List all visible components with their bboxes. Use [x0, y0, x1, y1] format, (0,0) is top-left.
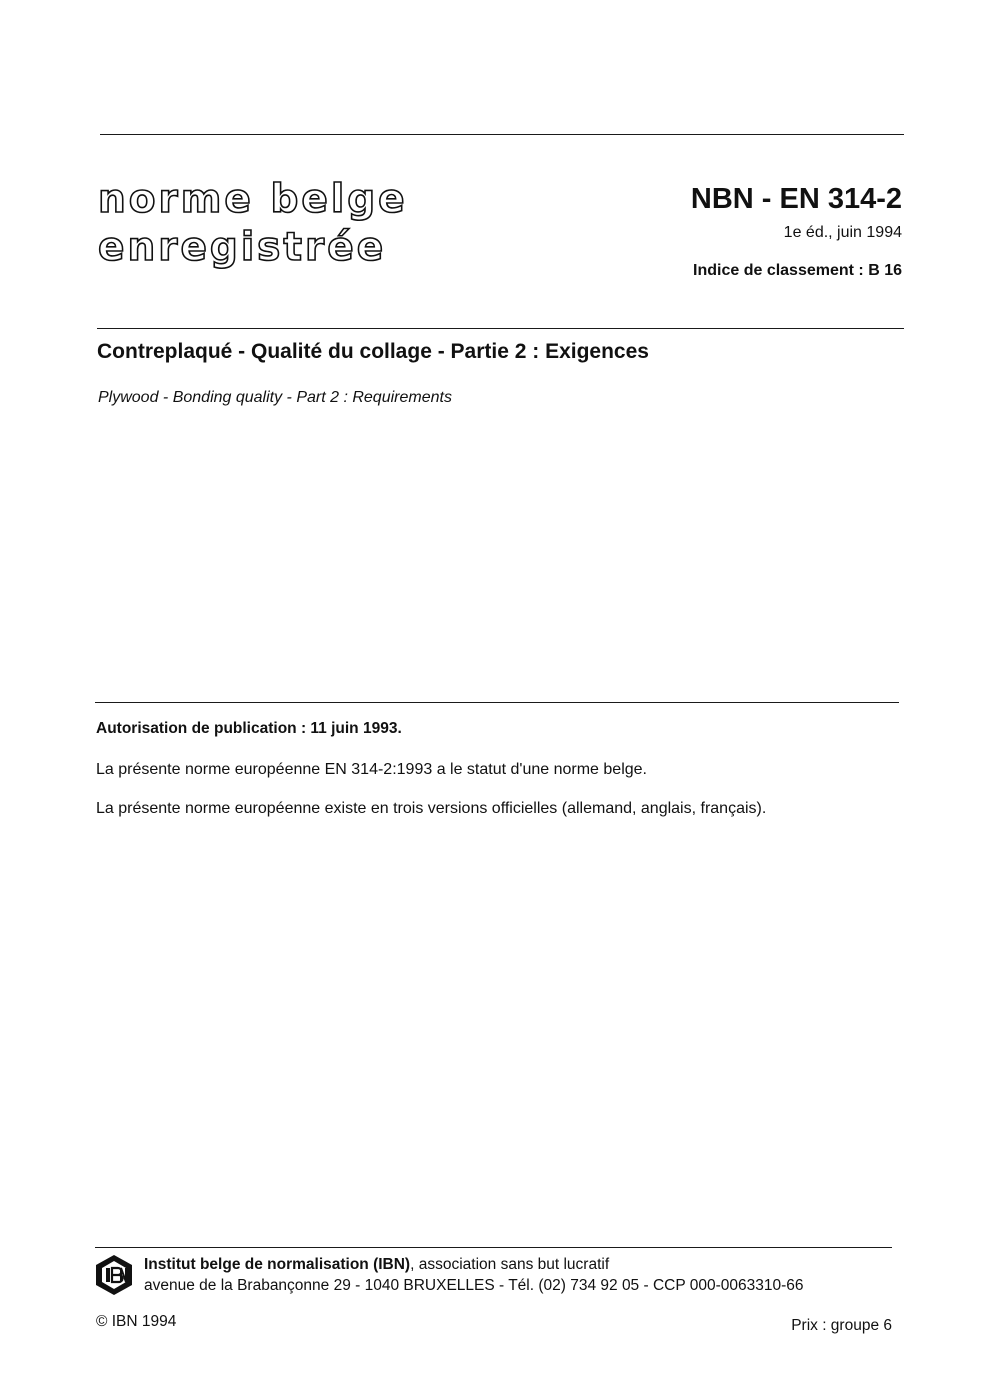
- institute-line: [144, 1256, 609, 1274]
- title-english: Plywood - Bonding quality - Part 2 : Requirements: [98, 389, 452, 406]
- title-rule: [97, 328, 904, 329]
- institute-suffix: , association sans but lucratif: [410, 1256, 610, 1273]
- footer-rule: [95, 1247, 892, 1248]
- brand-line-1: norme belge: [98, 177, 408, 222]
- price-group: Prix : groupe 6: [791, 1317, 892, 1334]
- standard-code: NBN - EN 314-2: [690, 183, 902, 215]
- top-rule: [100, 134, 904, 135]
- versions-paragraph: La présente norme européenne existe en trois versions officielles (allemand, anglais, français).: [96, 800, 767, 817]
- copyright: © IBN 1994: [96, 1313, 177, 1330]
- ibn-logo-icon: [95, 1254, 133, 1296]
- institute-name: Institut belge de normalisation (IBN): [144, 1256, 411, 1273]
- title-french: Contreplaqué - Qualité du collage - Partie 2 : Exigences: [97, 340, 649, 363]
- institute-address: avenue de la Brabançonne 29 - 1040 BRUXELLES - Tél. (02) 734 92 05 - CCP 000-0063310-66: [144, 1277, 804, 1294]
- classification-index: Indice de classement : B 16: [693, 262, 902, 279]
- status-paragraph: La présente norme européenne EN 314-2:1993 a le statut d'une norme belge.: [96, 761, 647, 778]
- publication-authorization: Autorisation de publication : 11 juin 1993.: [96, 720, 402, 737]
- body-rule: [95, 702, 899, 703]
- edition-date: 1e éd., juin 1994: [783, 224, 902, 241]
- brand-line-2: enregistrée: [98, 225, 387, 270]
